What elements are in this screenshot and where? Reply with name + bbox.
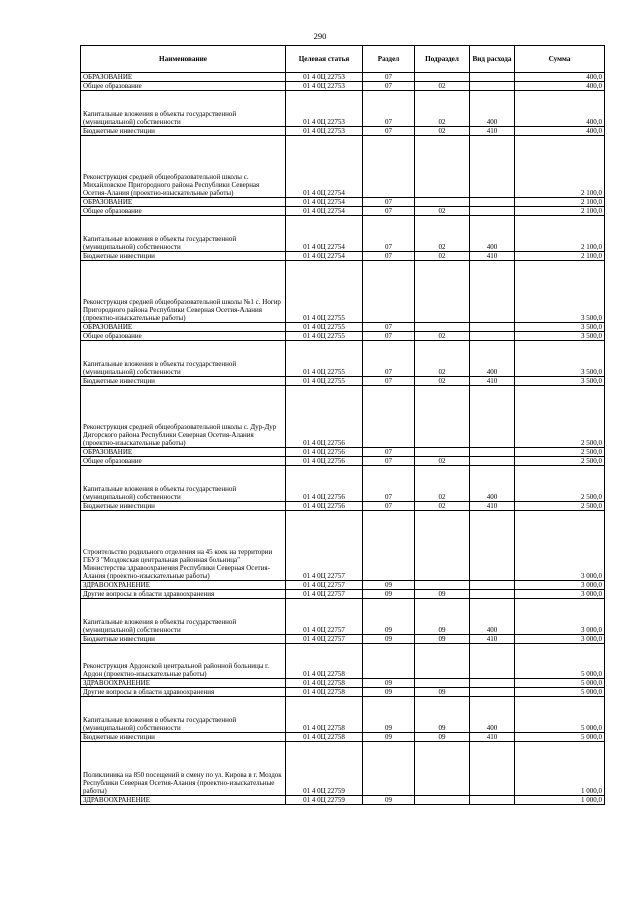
cell-expense-type [470,796,515,805]
cell-section: 07 [363,341,415,377]
cell-expense-type: 410 [470,635,515,644]
cell-subsection [415,679,470,688]
cell-subsection: 09 [415,697,470,733]
cell-sum: 5 000,0 [515,697,605,733]
cell-target-code: 01 4 0Ц 22754 [286,216,363,252]
cell-target-code: 01 4 0Ц 22758 [286,733,363,742]
cell-sum: 2 100,0 [515,252,605,261]
cell-target-code: 01 4 0Ц 22757 [286,511,363,581]
cell-target-code: 01 4 0Ц 22753 [286,127,363,136]
cell-subsection: 09 [415,599,470,635]
cell-target-code: 01 4 0Ц 22759 [286,796,363,805]
cell-section: 07 [363,73,415,82]
table-row [81,742,605,796]
cell-subsection: 09 [415,590,470,599]
table-row [81,581,605,590]
cell-sum: 5 000,0 [515,679,605,688]
cell-expense-type: 400 [470,466,515,502]
cell-subsection [415,323,470,332]
cell-subsection: 02 [415,457,470,466]
cell-subsection: 02 [415,82,470,91]
cell-target-code: 01 4 0Ц 22756 [286,502,363,511]
cell-name: ЗДРАВООХРАНЕНИЕ [81,796,286,805]
table-row [81,323,605,332]
cell-name: ОБРАЗОВАНИЕ [81,198,286,207]
table-body [81,73,605,805]
cell-sum: 2 100,0 [515,136,605,198]
cell-section: 07 [363,82,415,91]
cell-name: Общее образование [81,332,286,341]
cell-target-code: 01 4 0Ц 22758 [286,688,363,697]
cell-sum: 1 000,0 [515,742,605,796]
cell-expense-type [470,261,515,323]
cell-target-code: 01 4 0Ц 22755 [286,323,363,332]
cell-sum: 3 000,0 [515,581,605,590]
cell-target-code: 01 4 0Ц 22754 [286,207,363,216]
cell-sum: 5 000,0 [515,688,605,697]
cell-name: Общее образование [81,457,286,466]
cell-section: 07 [363,91,415,127]
cell-name: Бюджетные инвестиции [81,635,286,644]
cell-subsection: 02 [415,341,470,377]
cell-section: 07 [363,448,415,457]
table-row [81,466,605,502]
cell-expense-type [470,198,515,207]
cell-target-code: 01 4 0Ц 22758 [286,644,363,679]
cell-name: Реконструкция средней общеобразовательной школы с. Михайловское Пригородного района Республики Северная Осетия-Алания (проектно-изыскательные работы) [81,136,286,198]
table-row [81,341,605,377]
cell-name: Другие вопросы в области здравоохранения [81,590,286,599]
page-number: 290 [313,31,327,41]
cell-name: Капитальные вложения в объекты государственной (муниципальной) собственности [81,466,286,502]
cell-name: Другие вопросы в области здравоохранения [81,688,286,697]
cell-target-code: 01 4 0Ц 22756 [286,448,363,457]
cell-name: Капитальные вложения в объекты государственной (муниципальной) собственности [81,91,286,127]
cell-target-code: 01 4 0Ц 22755 [286,341,363,377]
cell-name: Капитальные вложения в объекты государственной (муниципальной) собственности [81,216,286,252]
cell-section: 09 [363,796,415,805]
cell-name: ОБРАЗОВАНИЕ [81,323,286,332]
cell-section: 09 [363,599,415,635]
cell-expense-type: 410 [470,127,515,136]
cell-subsection [415,644,470,679]
cell-section: 09 [363,688,415,697]
cell-expense-type: 410 [470,733,515,742]
table-row [81,91,605,127]
cell-section: 09 [363,679,415,688]
cell-subsection [415,581,470,590]
cell-name: Реконструкция Ардонской центральной районной больницы г. Ардон (проектно-изыскательные работы) [81,644,286,679]
table-row [81,73,605,82]
cell-expense-type [470,688,515,697]
cell-subsection: 02 [415,466,470,502]
cell-section [363,261,415,323]
cell-name: Бюджетные инвестиции [81,377,286,386]
cell-section: 07 [363,377,415,386]
cell-sum: 3 000,0 [515,599,605,635]
cell-expense-type: 400 [470,91,515,127]
cell-subsection [415,448,470,457]
cell-expense-type [470,82,515,91]
cell-section: 07 [363,252,415,261]
table-row [81,448,605,457]
cell-name: Поликлиника на 850 посещений в смену по ул. Кирова в г. Моздок Республики Северная Осетия-Алания (проектно-изыскательные работы) [81,742,286,796]
cell-expense-type [470,590,515,599]
cell-sum: 2 100,0 [515,207,605,216]
cell-subsection: 09 [415,635,470,644]
cell-expense-type [470,386,515,448]
cell-section: 07 [363,127,415,136]
cell-subsection: 02 [415,377,470,386]
cell-target-code: 01 4 0Ц 22757 [286,635,363,644]
cell-name: ЗДРАВООХРАНЕНИЕ [81,679,286,688]
cell-sum: 3 500,0 [515,323,605,332]
column-header-name: Наименование [81,46,286,73]
table-row [81,590,605,599]
table-row [81,679,605,688]
cell-expense-type [470,207,515,216]
cell-expense-type [470,679,515,688]
cell-expense-type [470,448,515,457]
cell-sum: 3 500,0 [515,377,605,386]
cell-subsection [415,198,470,207]
table-row [81,252,605,261]
cell-name: Капитальные вложения в объекты государственной (муниципальной) собственности [81,697,286,733]
cell-name: Реконструкция средней общеобразовательной школы с. Дур-Дур Дигорского района Республики Северная Осетия-Алания (проектно-изыскательные работы) [81,386,286,448]
cell-name: Общее образование [81,207,286,216]
cell-subsection [415,73,470,82]
table-row [81,332,605,341]
cell-target-code: 01 4 0Ц 22754 [286,136,363,198]
table-row [81,207,605,216]
table-row [81,377,605,386]
cell-subsection: 02 [415,332,470,341]
cell-expense-type [470,73,515,82]
table-row [81,386,605,448]
table-row [81,599,605,635]
table-row [81,136,605,198]
cell-sum: 5 000,0 [515,644,605,679]
cell-expense-type [470,644,515,679]
cell-section: 07 [363,332,415,341]
cell-name: Бюджетные инвестиции [81,502,286,511]
table-row [81,796,605,805]
table-row [81,502,605,511]
cell-section [363,386,415,448]
cell-target-code: 01 4 0Ц 22755 [286,377,363,386]
cell-subsection: 02 [415,252,470,261]
table-row [81,644,605,679]
cell-sum: 3 500,0 [515,332,605,341]
cell-sum: 5 000,0 [515,733,605,742]
cell-section [363,742,415,796]
cell-section: 07 [363,323,415,332]
cell-sum: 2 500,0 [515,386,605,448]
cell-sum: 2 500,0 [515,502,605,511]
cell-subsection: 02 [415,216,470,252]
cell-expense-type [470,332,515,341]
table-row [81,733,605,742]
cell-sum: 2 100,0 [515,216,605,252]
cell-name: Бюджетные инвестиции [81,127,286,136]
table-row [81,127,605,136]
cell-name: Капитальные вложения в объекты государственной (муниципальной) собственности [81,599,286,635]
cell-expense-type [470,581,515,590]
cell-expense-type [470,742,515,796]
cell-expense-type: 410 [470,502,515,511]
column-header-sum: Сумма [515,46,605,73]
cell-sum: 3 000,0 [515,635,605,644]
table-row [81,198,605,207]
cell-target-code: 01 4 0Ц 22753 [286,73,363,82]
cell-target-code: 01 4 0Ц 22757 [286,590,363,599]
cell-section: 09 [363,635,415,644]
cell-target-code: 01 4 0Ц 22759 [286,742,363,796]
cell-name: ОБРАЗОВАНИЕ [81,448,286,457]
cell-target-code: 01 4 0Ц 22755 [286,261,363,323]
column-header-subsection: Подраздел [415,46,470,73]
cell-expense-type [470,457,515,466]
cell-sum: 2 100,0 [515,198,605,207]
cell-target-code: 01 4 0Ц 22758 [286,679,363,688]
cell-subsection: 02 [415,207,470,216]
cell-target-code: 01 4 0Ц 22753 [286,91,363,127]
cell-expense-type: 410 [470,377,515,386]
cell-target-code: 01 4 0Ц 22756 [286,386,363,448]
cell-sum: 400,0 [515,91,605,127]
cell-expense-type [470,511,515,581]
column-header-code: Целевая статья [286,46,363,73]
cell-name: Общее образование [81,82,286,91]
cell-target-code: 01 4 0Ц 22757 [286,581,363,590]
cell-section: 09 [363,697,415,733]
cell-target-code: 01 4 0Ц 22754 [286,252,363,261]
table-row [81,511,605,581]
cell-name: ОБРАЗОВАНИЕ [81,73,286,82]
cell-name: Реконструкция средней общеобразовательной школы №1 с. Ногир Пригородного района Республики Северная Осетия-Алания (проектно-изыскательные работы) [81,261,286,323]
cell-target-code: 01 4 0Ц 22753 [286,82,363,91]
cell-section [363,644,415,679]
cell-expense-type [470,136,515,198]
table-row [81,261,605,323]
cell-subsection [415,261,470,323]
cell-subsection: 02 [415,91,470,127]
cell-target-code: 01 4 0Ц 22755 [286,332,363,341]
cell-subsection: 02 [415,502,470,511]
cell-expense-type: 400 [470,599,515,635]
column-header-expense-type: Вид расхода [470,46,515,73]
cell-subsection [415,742,470,796]
cell-section [363,136,415,198]
cell-section: 07 [363,466,415,502]
table-row [81,457,605,466]
cell-subsection: 09 [415,688,470,697]
cell-sum: 1 000,0 [515,796,605,805]
cell-target-code: 01 4 0Ц 22756 [286,457,363,466]
cell-subsection [415,511,470,581]
cell-sum: 3 500,0 [515,341,605,377]
cell-target-code: 01 4 0Ц 22758 [286,697,363,733]
cell-section: 07 [363,207,415,216]
cell-section: 07 [363,457,415,466]
budget-table [80,45,605,805]
cell-sum: 3 500,0 [515,261,605,323]
cell-sum: 2 500,0 [515,457,605,466]
cell-expense-type [470,323,515,332]
column-header-section: Раздел [363,46,415,73]
cell-subsection: 02 [415,127,470,136]
table-header-row [81,46,605,73]
cell-sum: 400,0 [515,73,605,82]
cell-sum: 400,0 [515,82,605,91]
cell-subsection [415,136,470,198]
cell-section: 09 [363,581,415,590]
cell-section: 09 [363,733,415,742]
cell-sum: 400,0 [515,127,605,136]
table-row [81,697,605,733]
cell-expense-type: 400 [470,697,515,733]
table-row [81,635,605,644]
cell-subsection: 09 [415,733,470,742]
cell-name: Бюджетные инвестиции [81,252,286,261]
cell-target-code: 01 4 0Ц 22757 [286,599,363,635]
cell-subsection [415,796,470,805]
cell-expense-type: 400 [470,341,515,377]
table-row [81,82,605,91]
cell-subsection [415,386,470,448]
cell-section: 07 [363,216,415,252]
cell-expense-type: 400 [470,216,515,252]
cell-sum: 3 000,0 [515,590,605,599]
cell-section [363,511,415,581]
cell-sum: 3 000,0 [515,511,605,581]
cell-section: 07 [363,198,415,207]
cell-sum: 2 500,0 [515,448,605,457]
cell-section: 07 [363,502,415,511]
cell-name: Капитальные вложения в объекты государственной (муниципальной) собственности [81,341,286,377]
cell-target-code: 01 4 0Ц 22754 [286,198,363,207]
cell-name: ЗДРАВООХРАНЕНИЕ [81,581,286,590]
table-row [81,216,605,252]
table-row [81,688,605,697]
cell-expense-type: 410 [470,252,515,261]
cell-sum: 2 500,0 [515,466,605,502]
cell-name: Бюджетные инвестиции [81,733,286,742]
cell-target-code: 01 4 0Ц 22756 [286,466,363,502]
cell-section: 09 [363,590,415,599]
cell-name: Строительство родильного отделения на 45 коек на территории ГБУЗ "Моздокская центральная районная больница" Министерства здравоохранения Республики Северная Осетия-Алания (проектно-изыскательные работы) [81,511,286,581]
